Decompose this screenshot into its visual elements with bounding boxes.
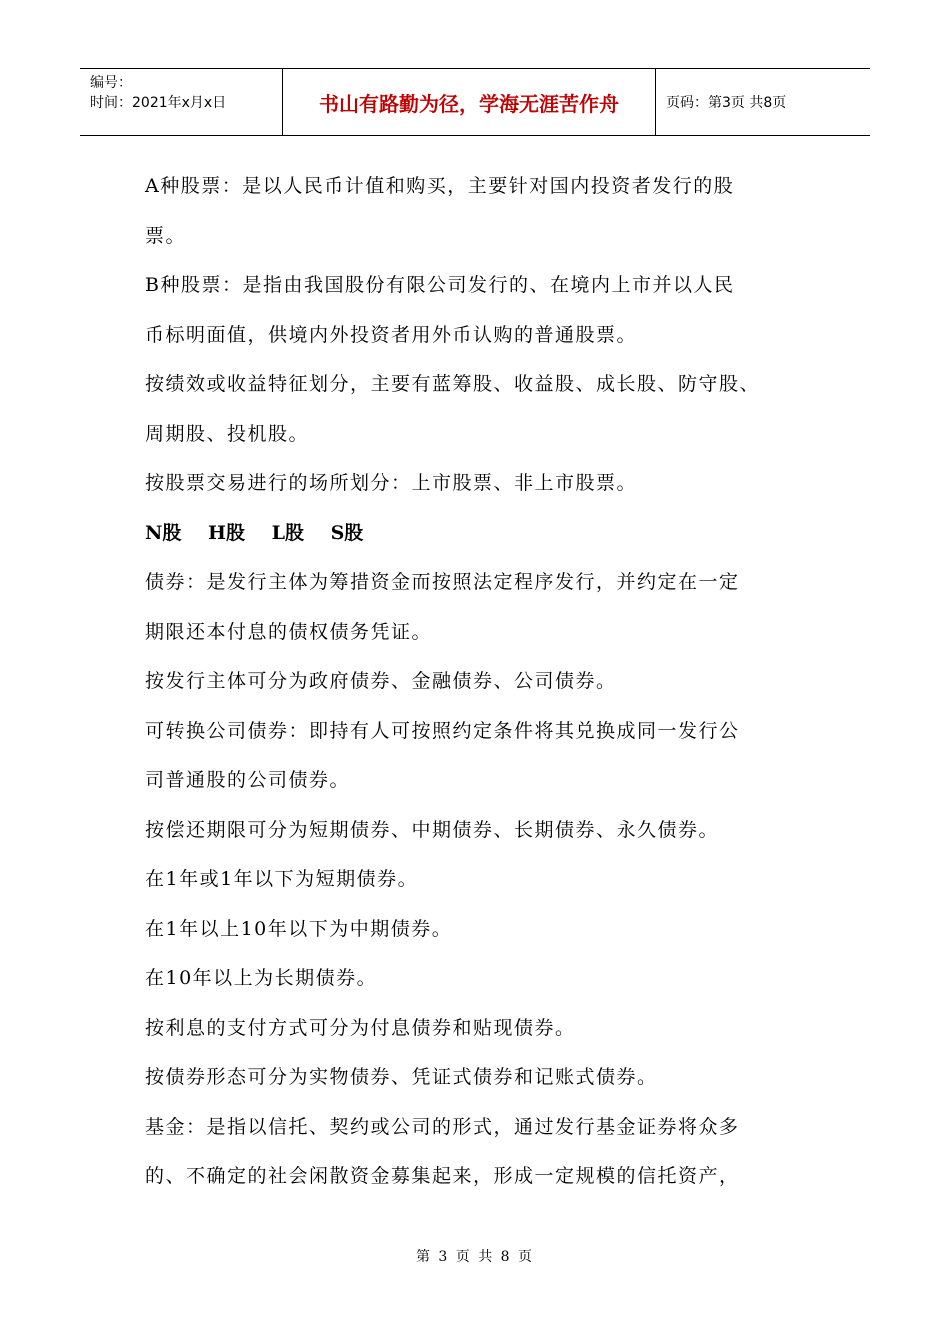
text-line: 在1年以上10年以下为中期债券。 — [145, 917, 453, 940]
text-line: 周期股、投机股。 — [145, 422, 310, 445]
stock-type: L股 — [271, 521, 304, 544]
page-footer: 第 3 页 共 8 页 — [415, 1249, 535, 1265]
text-line: 按偿还期限可分为短期债券、中期债券、长期债券、永久债券。 — [145, 818, 720, 841]
stock-type: S股 — [330, 521, 364, 544]
text-line: 债券：是发行主体为筹措资金而按照法定程序发行，并约定在一定 — [145, 571, 740, 593]
stock-type: N股 — [145, 521, 182, 544]
text-line: 按发行主体可分为政府债券、金融债券、公司债券。 — [145, 670, 617, 692]
document-body — [145, 162, 835, 1202]
text-line: 币标明面值，供境内外投资者用外币认购的普通股票。 — [145, 323, 638, 346]
header-motto: 书山有路勤为径，学海无涯苦作舟 — [283, 69, 656, 135]
header-meta — [80, 69, 283, 135]
text-line: 在10年以上为长期债券。 — [145, 967, 378, 989]
text-line: 按利息的支付方式可分为付息债券和贴现债券。 — [145, 1016, 576, 1039]
text-line: 票。 — [145, 224, 187, 247]
stock-type: H股 — [208, 521, 245, 544]
text-line: B种股票：是指由我国股份有限公司发行的、在境内上市并以人民 — [145, 274, 735, 296]
stock-types-line — [145, 509, 835, 559]
page-header — [80, 68, 870, 136]
time-label: 时间：2021年x月x日 — [90, 95, 227, 111]
text-line: 的、不确定的社会闲散资金募集起来，形成一定规模的信托资产， — [145, 1165, 740, 1187]
header-page-info: 页码：第3页 共8页 — [666, 95, 787, 111]
text-line: A种股票：是以人民币计值和购买，主要针对国内投资者发行的股 — [145, 175, 735, 197]
text-line: 可转换公司债券：即持有人可按照约定条件将其兑换成同一发行公 — [145, 719, 740, 742]
text-line: 按债券形态可分为实物债券、凭证式债券和记账式债券。 — [145, 1066, 658, 1088]
text-line: 司普通股的公司债券。 — [145, 769, 351, 791]
text-line: 按绩效或收益特征划分，主要有蓝筹股、收益股、成长股、防守股、 — [145, 373, 761, 395]
text-line: 按股票交易进行的场所划分：上市股票、非上市股票。 — [145, 472, 638, 494]
text-line: 期限还本付息的债权债务凭证。 — [145, 620, 433, 643]
text-line: 基金：是指以信托、契约或公司的形式，通过发行基金证券将众多 — [145, 1115, 740, 1138]
text-line: 在1年或1年以下为短期债券。 — [145, 868, 419, 890]
number-label: 编号： — [90, 75, 132, 91]
